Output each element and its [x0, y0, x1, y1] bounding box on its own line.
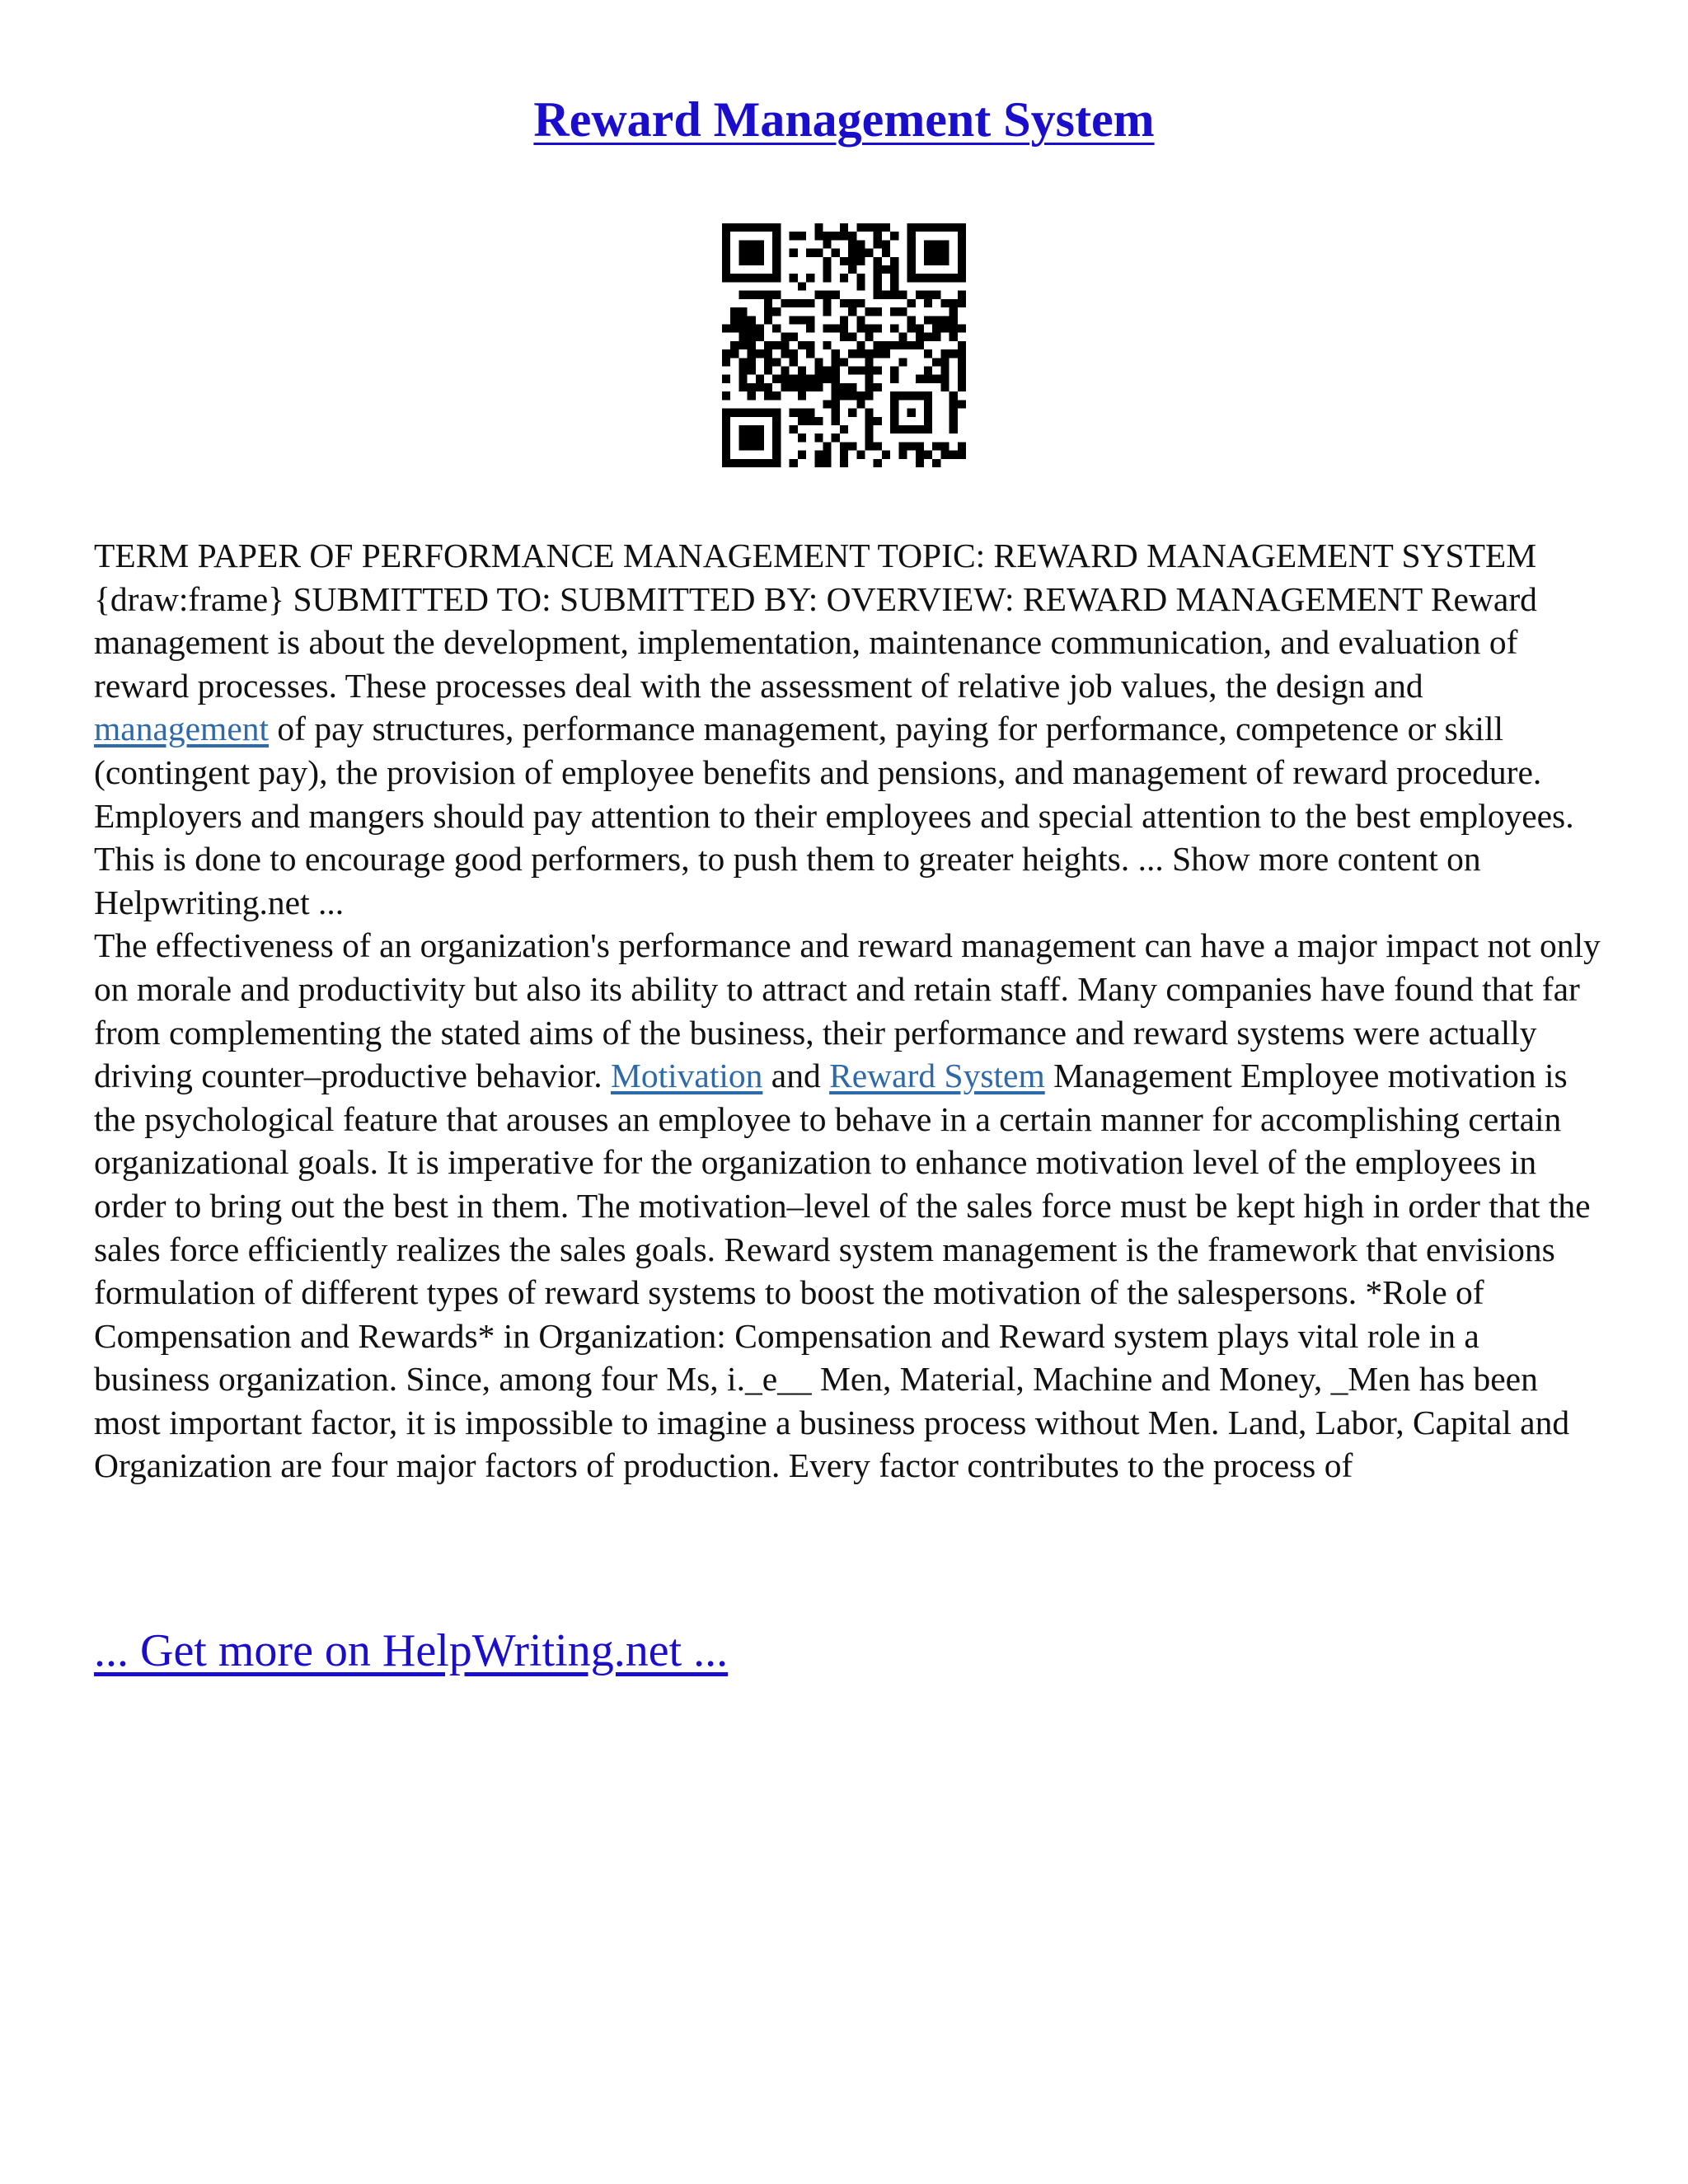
page-title [0, 87, 1688, 152]
paragraph-1-text-a: TERM PAPER OF PERFORMANCE MANAGEMENT TOPIC: REWARD MANAGEMENT SYSTEM {draw:frame} SUBMITTED TO: SUBMITTED BY: OVERVIEW: REWARD MANAGEMENT Reward management is about the development, implementation, maintenance communication, and evaluation of reward processes. These processes deal with the assessment of relative job values, the design and [94, 537, 1537, 705]
title-link[interactable]: Reward Management System [533, 92, 1155, 147]
paragraph-2-text-a: The effectiveness of an organization's performance and reward management can have a major impact not only on morale and productivity but also its ability to attract and retain staff. Many companies have found that far from complementing the stated aims of the business, their performance and reward systems were actually driving counter–productive behavior. [94, 926, 1601, 1095]
get-more-link[interactable]: ... Get more on HelpWriting.net ... [94, 1625, 729, 1676]
motivation-link[interactable]: Motivation [610, 1057, 763, 1095]
paragraph-1-text-b: of pay structures, performance management, paying for performance, competence or skill (contingent pay), the provision of employee benefits and pensions, and management of reward procedure. Employers and mangers should pay attention to their employees and special attention to the best employees. This is done to encourage good performers, to push them to greater heights. ... Show more content on Helpwriting.net ... [94, 710, 1574, 921]
management-link[interactable]: management [94, 710, 270, 748]
paragraph-2-text-b: and [762, 1057, 830, 1095]
qr-code-icon [722, 223, 966, 467]
body-text [94, 534, 1602, 1488]
reward-system-link[interactable]: Reward System [829, 1057, 1045, 1095]
paragraph-2-text-c: Management Employee motivation is the psychological feature that arouses an employee to behave in a certain manner for accomplishing certain organizational goals. It is imperative for the organization to enhance motivation level of the employees in order to bring out the best in them. The motivation–level of the sales force must be kept high in order that the sales force efficiently realizes the sales goals. Reward system management is the framework that envisions formulation of different types of reward systems to boost the motivation of the salespersons. *Role of Compensation and Rewards* in Organization: Compensation and Reward system plays vital role in a business organization. Since, among four Ms, i._e__ Men, Material, Machine and Money, _Men has been most important factor, it is impossible to imagine a business process without Men. Land, Labor, Capital and Organization are four major factors of production. Every factor contributes to the process of [94, 1057, 1591, 1485]
get-more-paragraph [94, 1622, 728, 1680]
